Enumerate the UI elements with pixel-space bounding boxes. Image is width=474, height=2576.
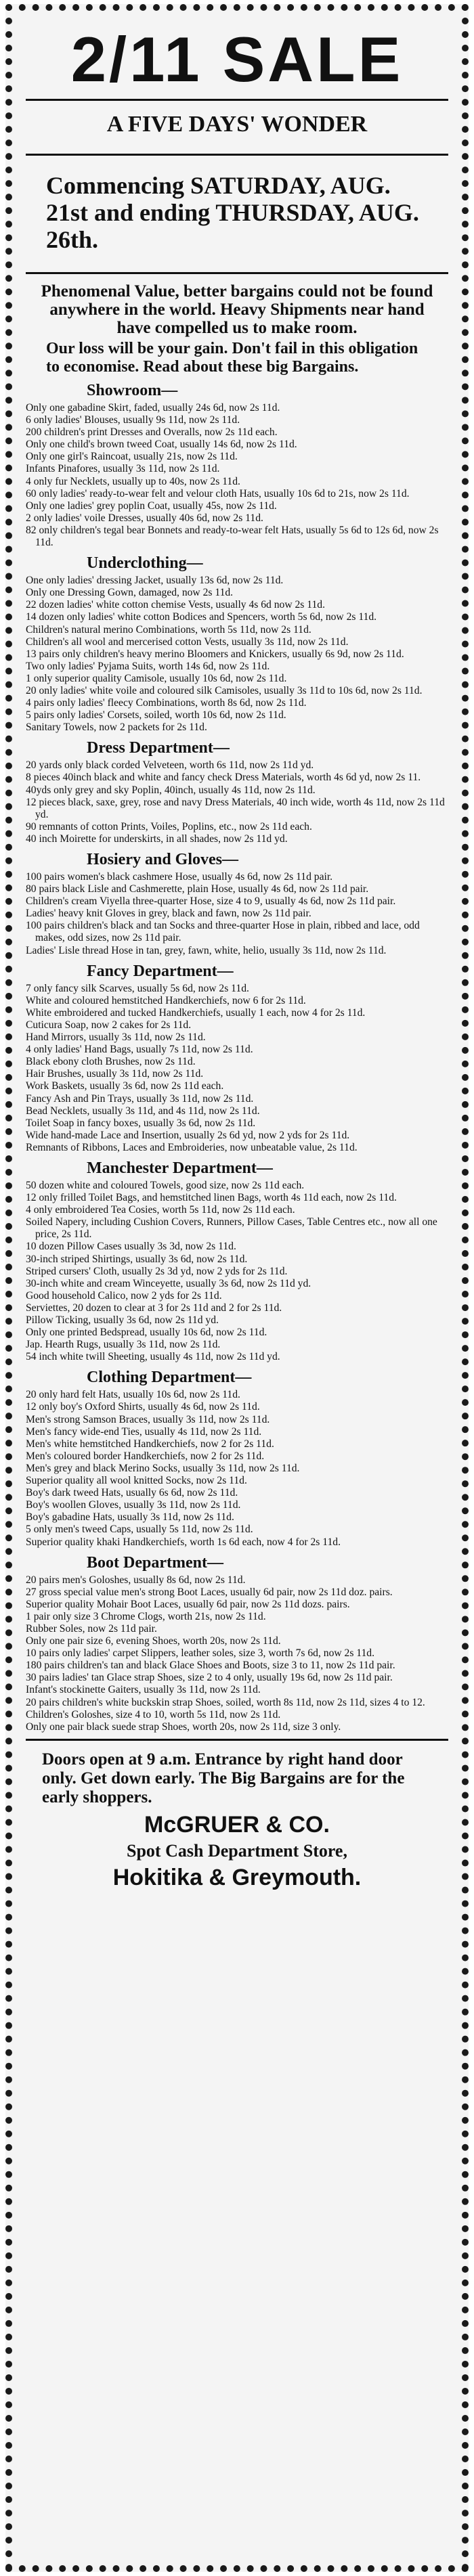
list-item: 30 pairs ladies' tan Glace strap Shoes, size 2 to 4 only, usually 19s 6d, now 2s 11d pair. — [26, 1672, 393, 1684]
intro-text-2: Our loss will be your gain. Don't fail in this obligation to economise. Read about these big Bargains. — [46, 340, 418, 376]
list-item: 12 only frilled Toilet Bags, and hemstitched linen Bags, worth 4s 11d each, now 2s 11d. — [26, 1192, 397, 1204]
divider — [26, 99, 448, 101]
sections-list — [26, 380, 448, 1733]
list-item: Men's grey and black Merino Socks, usually 3s 11d, now 2s 11d. — [26, 1462, 300, 1474]
list-item: Superior quality khaki Handkerchiefs, worth 1s 6d each, now 4 for 2s 11d. — [26, 1536, 341, 1548]
list-item: 1 only superior quality Camisole, usually 10s 6d, now 2s 11d. — [26, 672, 287, 684]
list-item: 200 children's print Dresses and Overalls, now 2s 11d each. — [26, 426, 278, 439]
list-item: Boy's woollen Gloves, usually 3s 11d, now 2s 11d. — [26, 1499, 241, 1511]
sale-dates: Commencing SATURDAY, AUG. 21st and ending THURSDAY, AUG. 26th. — [46, 172, 419, 253]
list-item: Pillow Ticking, usually 3s 6d, now 2s 11d yd. — [26, 1314, 219, 1326]
list-item: Good household Calico, now 2 yds for 2s 11d. — [26, 1289, 222, 1302]
list-item: Superior quality Mohair Boot Laces, usually 6d pair, now 2s 11d dozs. pairs. — [26, 1598, 350, 1610]
list-item: 60 only ladies' ready-to-wear felt and velour cloth Hats, usually 10s 6d to 21s, now 2s 11d. — [26, 487, 410, 499]
list-item: 50 dozen white and coloured Towels, good size, now 2s 11d each. — [26, 1179, 305, 1191]
list-item: 40 inch Moirette for underskirts, in all shades, now 2s 11d yd. — [26, 832, 288, 845]
section-items — [26, 1389, 448, 1548]
section-items — [26, 983, 448, 1154]
section-items — [26, 1574, 448, 1733]
list-item: Wide hand-made Lace and Insertion, usually 2s 6d yd, now 2 yds for 2s 11d. — [26, 1129, 350, 1141]
section-title: Showroom— — [87, 382, 178, 399]
list-item: 12 pieces black, saxe, grey, rose and navy Dress Materials, 40 inch wide, worth 4s 11d, now 2s 11d yd. — [26, 796, 445, 820]
list-item: 40yds only grey and sky Poplin, 40inch, usually 4s 11d, now 2s 11d. — [26, 784, 316, 796]
list-item: Cuticura Soap, now 2 cakes for 2s 11d. — [26, 1019, 192, 1031]
list-item: Fancy Ash and Pin Trays, usually 3s 11d, now 2s 11d. — [26, 1092, 254, 1105]
list-item: 4 only ladies' Hand Bags, usually 7s 11d, now 2s 11d. — [26, 1044, 253, 1056]
list-item: 27 gross special value men's strong Boot Laces, usually 6d pair, now 2s 11d doz. pairs. — [26, 1586, 393, 1598]
list-item: 10 dozen Pillow Cases usually 3s 3d, now 2s 11d. — [26, 1241, 236, 1253]
list-item: 7 only fancy silk Scarves, usually 5s 6d, now 2s 11d. — [26, 982, 249, 994]
list-item: Two only ladies' Pyjama Suits, worth 14s 6d, now 2s 11d. — [26, 660, 270, 672]
list-item: Sanitary Towels, now 2 packets for 2s 11d. — [26, 721, 207, 734]
list-item: Soiled Napery, including Cushion Covers, Runners, Pillow Cases, Table Centres etc., now all one price, 2s 11d. — [26, 1216, 437, 1241]
list-item: Remnants of Ribbons, Laces and Embroideries, now unbeatable value, 2s 11d. — [26, 1141, 358, 1153]
list-item: Infants Pinafores, usually 3s 11d, now 2s 11d. — [26, 463, 220, 475]
list-item: 80 pairs black Lisle and Cashmerette, plain Hose, usually 4s 6d, now 2s 11d pair. — [26, 883, 369, 895]
list-item: 20 yards only black corded Velveteen, worth 6s 11d, now 2s 11d yd. — [26, 759, 314, 772]
divider — [26, 272, 448, 274]
store-notice: Doors open at 9 a.m. Entrance by right hand door only. Get down early. The Big Bargains are for the early shoppers. — [42, 1750, 405, 1806]
section-items — [26, 759, 448, 845]
store-type: Spot Cash Department Store, — [127, 1840, 347, 1861]
list-item: Toilet Soap in fancy boxes, usually 3s 6d, now 2s 11d. — [26, 1117, 256, 1129]
list-item: Serviettes, 20 dozen to clear at 3 for 2s 11d and 2 for 2s 11d. — [26, 1302, 282, 1314]
store-towns: Hokitika & Greymouth. — [112, 1864, 362, 1890]
list-item: White and coloured hemstitched Handkerchiefs, now 6 for 2s 11d. — [26, 994, 306, 1006]
list-item: Men's coloured border Handkerchiefs, now 2 for 2s 11d. — [26, 1450, 265, 1462]
list-item: Only one gabadine Skirt, faded, usually 24s 6d, now 2s 11d. — [26, 402, 280, 414]
list-item: Children's all wool and mercerised cotton Vests, usually 3s 11d, now 2s 11d. — [26, 636, 349, 648]
section-items — [26, 871, 448, 957]
list-item: Only one ladies' grey poplin Coat, usually 45s, now 2s 11d. — [26, 499, 277, 512]
list-item: Children's cream Viyella three-quarter Hose, size 4 to 9, usually 4s 6d, now 2s 11d pair. — [26, 895, 396, 908]
intro-text: Phenomenal Value, better bargains could not be found anywhere in the world. Heavy Shipments near hand have compelled us to make room. — [41, 282, 433, 337]
list-item: Men's strong Samson Braces, usually 3s 11d, now 2s 11d. — [26, 1413, 270, 1425]
section-title: Clothing Department— — [87, 1369, 252, 1387]
list-item: 90 remnants of cotton Prints, Voiles, Poplins, etc., now 2s 11d each. — [26, 820, 312, 832]
list-item: 20 only hard felt Hats, usually 10s 6d, now 2s 11d. — [26, 1389, 240, 1401]
list-item: Work Baskets, usually 3s 6d, now 2s 11d each. — [26, 1080, 224, 1092]
list-item: Hand Mirrors, usually 3s 11d, now 2s 11d. — [26, 1031, 206, 1044]
list-item: Only one girl's Raincoat, usually 21s, now 2s 11d. — [26, 451, 238, 463]
list-item: 8 pieces 40inch black and white and fancy check Dress Materials, worth 4s 6d yd, now 2s 11. — [26, 772, 421, 784]
subheadline: A FIVE DAYS' WONDER — [106, 112, 368, 137]
list-item: 30-inch striped Shirtings, usually 3s 6d, now 2s 11d. — [26, 1253, 248, 1265]
list-item: 12 only boy's Oxford Shirts, usually 4s 6d, now 2s 11d. — [26, 1401, 260, 1413]
list-item: 20 pairs children's white buckskin strap Shoes, soiled, worth 8s 11d, now 2s 11d, sizes 4 to 12. — [26, 1696, 425, 1708]
list-item: 20 only ladies' white voile and coloured silk Camisoles, usually 3s 11d to 10s 6d, now 2s 11d. — [26, 684, 423, 696]
list-item: Ladies' heavy knit Gloves in grey, black and fawn, now 2s 11d pair. — [26, 908, 311, 920]
list-item: Men's fancy wide-end Ties, usually 4s 11d, now 2s 11d. — [26, 1425, 262, 1438]
list-item: 14 dozen only ladies' white cotton Bodices and Spencers, worth 5s 6d, now 2s 11d. — [26, 611, 377, 623]
list-item: Only one pair size 6, evening Shoes, worth 20s, now 2s 11d. — [26, 1635, 281, 1647]
section-title: Manchester Department— — [87, 1159, 273, 1177]
list-item: 10 pairs only ladies' carpet Slippers, leather soles, size 3, worth 7s 6d, now 2s 11d. — [26, 1647, 374, 1660]
list-item: Hair Brushes, usually 3s 11d, now 2s 11d. — [26, 1068, 204, 1080]
list-item: Only one pair black suede strap Shoes, worth 20s, now 2s 11d, size 3 only. — [26, 1720, 341, 1733]
list-item: Children's natural merino Combinations, worth 5s 11d, now 2s 11d. — [26, 623, 311, 636]
headline: 2/11 SALE — [70, 24, 404, 95]
section-items — [26, 1180, 448, 1363]
section-title: Dress Department— — [87, 739, 230, 757]
list-item: Infant's stockinette Gaiters, usually 3s 11d, now 2s 11d. — [26, 1684, 261, 1696]
list-item: 13 pairs only children's heavy merino Bloomers and Knickers, usually 6s 9d, now 2s 11d. — [26, 648, 404, 660]
list-item: Rubber Soles, now 2s 11d pair. — [26, 1622, 157, 1635]
list-item: White embroidered and tucked Handkerchiefs, usually 1 each, now 4 for 2s 11d. — [26, 1006, 366, 1019]
list-item: 82 only children's tegal bear Bonnets and ready-to-wear felt Hats, usually 5s 6d to 12s 6d, now 2s 11d. — [26, 524, 439, 549]
list-item: Men's white hemstitched Handkerchiefs, now 2 for 2s 11d. — [26, 1438, 274, 1450]
list-item: Children's Goloshes, size 4 to 10, worth 5s 11d, now 2s 11d. — [26, 1708, 281, 1720]
list-item: Superior quality all wool knitted Socks, now 2s 11d. — [26, 1475, 247, 1487]
list-item: 22 dozen ladies' white cotton chemise Vests, usually 4s 6d now 2s 11d. — [26, 599, 325, 611]
list-item: 20 pairs men's Goloshes, usually 8s 6d, now 2s 11d. — [26, 1574, 246, 1586]
list-item: Only one Dressing Gown, damaged, now 2s 11d. — [26, 587, 234, 599]
section-title: Boot Department— — [87, 1553, 223, 1572]
divider — [26, 1739, 448, 1741]
list-item: Jap. Hearth Rugs, usually 3s 11d, now 2s 11d. — [26, 1339, 221, 1351]
list-item: 2 only ladies' voile Dresses, usually 40s 6d, now 2s 11d. — [26, 512, 263, 524]
sale-advertisement — [5, 4, 469, 2572]
list-item: Boy's gabadine Hats, usually 3s 11d, now 2s 11d. — [26, 1511, 234, 1524]
section-items — [26, 402, 448, 549]
list-item: 4 only fur Necklets, usually up to 40s, now 2s 11d. — [26, 475, 240, 487]
list-item: Boy's dark tweed Hats, usually 6s 6d, now 2s 11d. — [26, 1487, 238, 1499]
list-item: 4 only embroidered Tea Cosies, worth 5s 11d, now 2s 11d each. — [26, 1204, 295, 1216]
divider — [26, 154, 448, 156]
list-item: 6 only ladies' Blouses, usually 9s 11d, now 2s 11d. — [26, 414, 240, 426]
list-item: Ladies' Lisle thread Hose in tan, grey, fawn, white, helio, usually 3s 11d, now 2s 11d. — [26, 944, 387, 956]
list-item: Black ebony cloth Brushes, now 2s 11d. — [26, 1056, 196, 1068]
section-title: Underclothing— — [87, 554, 203, 573]
list-item: One only ladies' dressing Jacket, usually 13s 6d, now 2s 11d. — [26, 575, 284, 587]
section-items — [26, 575, 448, 734]
firm-name: McGRUER & CO. — [144, 1811, 330, 1838]
list-item: 100 pairs children's black and tan Socks and three-quarter Hose in plain, ribbed and lace, odd makes, odd sizes, now 2s 11d pair. — [26, 920, 420, 944]
list-item: 1 pair only size 3 Chrome Clogs, worth 21s, now 2s 11d. — [26, 1610, 266, 1622]
list-item: 5 pairs only ladies' Corsets, soiled, worth 10s 6d, now 2s 11d. — [26, 709, 286, 721]
list-item: 54 inch white twill Sheeting, usually 4s 11d, now 2s 11d yd. — [26, 1351, 280, 1363]
list-item: Only one child's brown tweed Coat, usually 14s 6d, now 2s 11d. — [26, 439, 297, 451]
list-item: 180 pairs children's tan and black Glace Shoes and Boots, size 3 to 11, now 2s 11d pair. — [26, 1660, 395, 1672]
list-item: 100 pairs women's black cashmere Hose, usually 4s 6d, now 2s 11d pair. — [26, 871, 333, 883]
section-title: Hosiery and Gloves— — [87, 851, 239, 868]
section-title: Fancy Department— — [87, 962, 234, 980]
list-item: Striped cursers' Cloth, usually 2s 3d yd, now 2 yds for 2s 11d. — [26, 1265, 288, 1277]
list-item: 5 only men's tweed Caps, usually 5s 11d, now 2s 11d. — [26, 1524, 253, 1536]
list-item: 4 pairs only ladies' fleecy Combinations, worth 8s 6d, now 2s 11d. — [26, 697, 307, 709]
list-item: Bead Necklets, usually 3s 11d, and 4s 11d, now 2s 11d. — [26, 1105, 260, 1117]
list-item: Only one printed Bedspread, usually 10s 6d, now 2s 11d. — [26, 1327, 267, 1339]
list-item: 30-inch white and cream Winceyette, usually 3s 6d, now 2s 11d yd. — [26, 1277, 311, 1289]
